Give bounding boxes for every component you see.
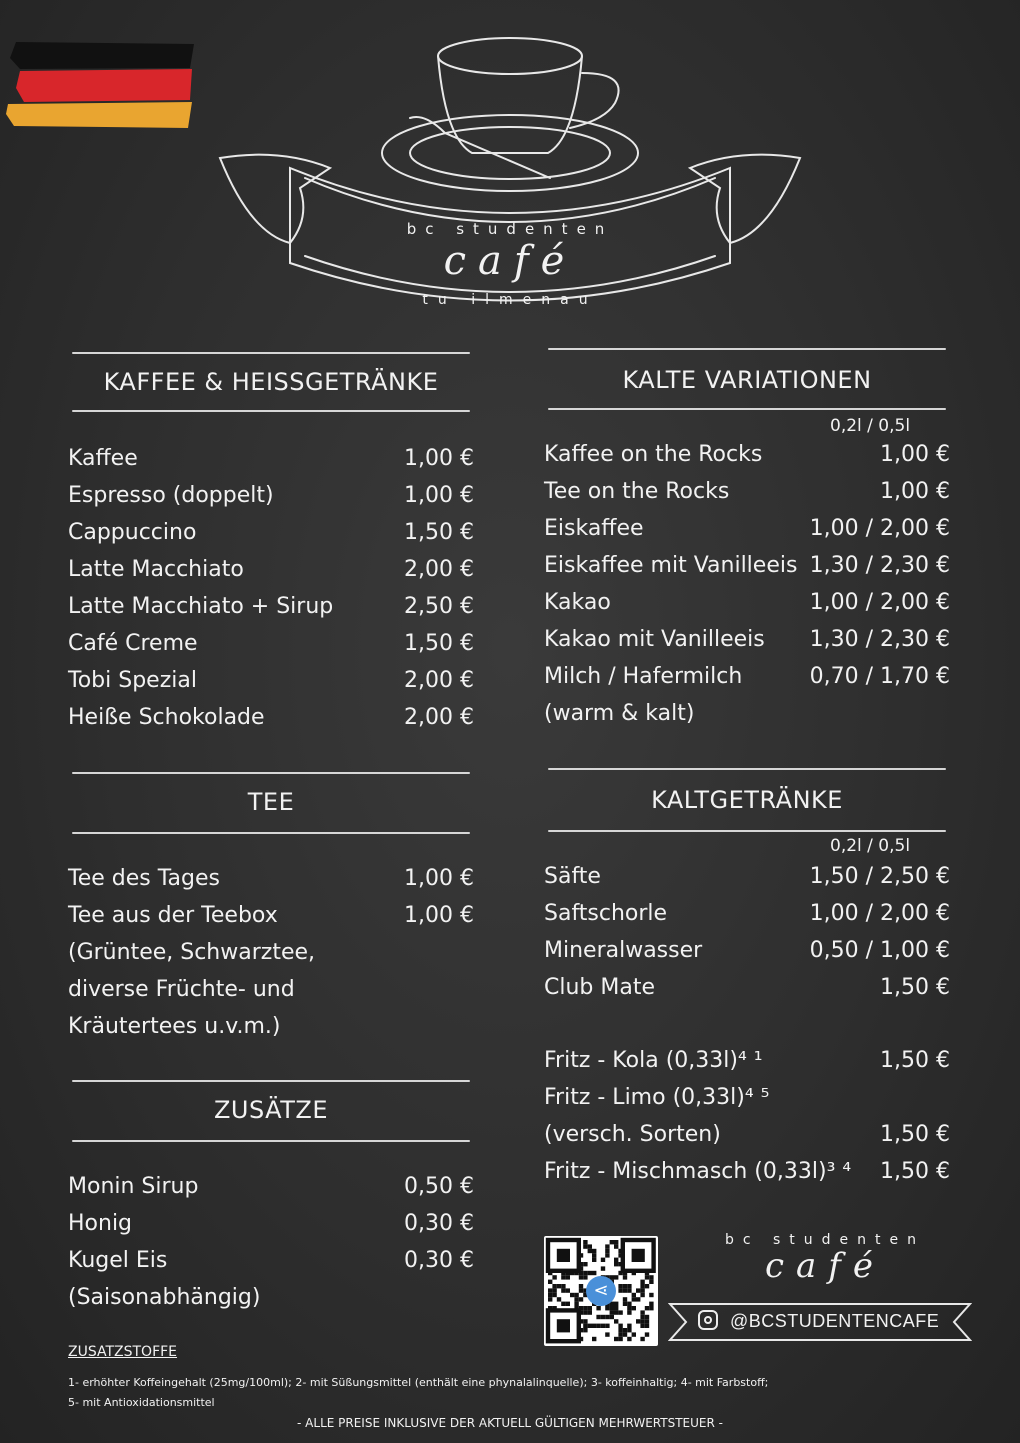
menu-item-name: (Grüntee, Schwarztee,	[68, 940, 316, 965]
social-logo-top: bc studenten	[724, 1232, 926, 1248]
menu-item-price: 1,50 €	[880, 1122, 950, 1147]
divider	[72, 410, 470, 412]
menu-item	[544, 664, 950, 694]
menu-item-price: 1,00 €	[404, 903, 474, 928]
logo-top-text: bc studenten	[406, 220, 614, 238]
divider	[548, 408, 946, 410]
menu-item-name: Tobi Spezial	[68, 668, 197, 693]
menu-item	[544, 1159, 950, 1189]
menu-item-name: Latte Macchiato + Sirup	[68, 594, 334, 619]
menu-item	[68, 631, 474, 661]
instagram-icon	[698, 1310, 718, 1330]
menu-item-price: 1,50 €	[404, 631, 474, 656]
menu-item-price: 0,70 / 1,70 €	[809, 664, 950, 689]
menu-item	[544, 901, 950, 931]
menu-item-price: 1,50 €	[880, 975, 950, 1000]
divider	[548, 348, 946, 350]
instagram-handle: @BCSTUDENTENCAFE	[730, 1311, 940, 1331]
menu-item-price: 2,00 €	[404, 705, 474, 730]
menu-item-name: Fritz - Kola (0,33l)⁴ ¹	[544, 1048, 763, 1073]
menu-item-price: 1,30 / 2,30 €	[809, 553, 950, 578]
menu-item	[544, 627, 950, 657]
menu-item-name: diverse Früchte- und	[68, 977, 295, 1002]
menu-item-name: Milch / Hafermilch	[544, 664, 743, 689]
menu-item-name: Kakao mit Vanilleeis	[544, 627, 765, 652]
menu-item-price: 1,00 €	[880, 479, 950, 504]
menu-item-name: Säfte	[544, 864, 601, 889]
menu-item-name: Fritz - Limo (0,33l)⁴ ⁵	[544, 1085, 770, 1110]
menu-item	[544, 1085, 950, 1115]
section-title-kaffee: KAFFEE & HEISSGETRÄNKE	[103, 368, 439, 396]
logo-bottom-text: tu ilmenau	[422, 292, 598, 308]
menu-item-name: Kugel Eis	[68, 1248, 168, 1273]
divider	[72, 832, 470, 834]
menu-item-name: Eiskaffee mit Vanilleeis	[544, 553, 798, 578]
menu-item-name: (warm & kalt)	[544, 701, 695, 726]
menu-item-name: Kaffee	[68, 446, 138, 471]
menu-item	[68, 668, 474, 698]
menu-item-price: 2,00 €	[404, 557, 474, 582]
menu-item-price: 1,50 €	[880, 1048, 950, 1073]
menu-item-name: Espresso (doppelt)	[68, 483, 274, 508]
menu-item-name: (Saisonabhängig)	[68, 1285, 261, 1310]
menu-item	[544, 701, 950, 731]
menu-item-name: Kräutertees u.v.m.)	[68, 1014, 281, 1039]
menu-item-price: 1,50 €	[880, 1159, 950, 1184]
german-flag-icon	[6, 38, 196, 130]
menu-item	[68, 446, 474, 476]
menu-item-price: 1,00 / 2,00 €	[809, 901, 950, 926]
menu-item-name: Kakao	[544, 590, 611, 615]
menu-item	[68, 866, 474, 896]
divider	[72, 772, 470, 774]
social-logo-main: café	[764, 1246, 886, 1286]
menu-item-name: Saftschorle	[544, 901, 668, 926]
menu-item-price: 1,00 €	[404, 866, 474, 891]
menu-item-price: 1,00 / 2,00 €	[809, 590, 950, 615]
menu-item	[68, 1285, 474, 1315]
menu-item	[544, 1048, 950, 1078]
menu-item	[68, 483, 474, 513]
menu-item-name: Mineralwasser	[544, 938, 703, 963]
menu-item	[68, 977, 474, 1007]
menu-item-price: 1,00 €	[404, 446, 474, 471]
menu-item	[68, 1248, 474, 1278]
menu-item-price: 1,50 / 2,50 €	[809, 864, 950, 889]
divider	[72, 1080, 470, 1082]
menu-item	[544, 864, 950, 894]
menu-item	[544, 442, 950, 472]
menu-item	[544, 516, 950, 546]
qr-code-icon[interactable]	[544, 1236, 658, 1346]
divider	[548, 830, 946, 832]
footnotes-line2: 5- mit Antioxidationsmittel	[68, 1396, 215, 1409]
logo-main-text: café	[443, 238, 577, 284]
menu-item-price: 0,30 €	[404, 1211, 474, 1236]
cafe-logo	[210, 28, 810, 328]
menu-item-name: Tee on the Rocks	[544, 479, 730, 504]
menu-item-price: 1,00 €	[880, 442, 950, 467]
menu-item	[68, 557, 474, 587]
menu-item	[68, 1014, 474, 1044]
divider	[72, 1140, 470, 1142]
menu-item-name: Café Creme	[68, 631, 198, 656]
menu-item-name: (versch. Sorten)	[544, 1122, 721, 1147]
menu-item	[544, 590, 950, 620]
menu-item-price: 0,30 €	[404, 1248, 474, 1273]
divider	[548, 768, 946, 770]
menu-item-price: 1,00 €	[404, 483, 474, 508]
menu-item-price: 1,50 €	[404, 520, 474, 545]
vat-note: - ALLE PREISE INKLUSIVE DER AKTUELL GÜLTIGEN MEHRWERTSTEUER -	[297, 1416, 723, 1430]
menu-item	[68, 705, 474, 735]
menu-item-price: 0,50 €	[404, 1174, 474, 1199]
menu-item	[68, 903, 474, 933]
share-icon: ⋖	[586, 1276, 616, 1306]
menu-item-name: Kaffee on the Rocks	[544, 442, 763, 467]
menu-item	[68, 520, 474, 550]
divider	[72, 352, 470, 354]
menu-item-price: 2,00 €	[404, 668, 474, 693]
menu-item-price: 1,00 / 2,00 €	[809, 516, 950, 541]
menu-item	[68, 940, 474, 970]
menu-item	[544, 938, 950, 968]
menu-item-name: Monin Sirup	[68, 1174, 199, 1199]
menu-item-name: Tee des Tages	[68, 866, 220, 891]
menu-item-price: 1,30 / 2,30 €	[809, 627, 950, 652]
menu-item-name: Honig	[68, 1211, 133, 1236]
instagram-banner[interactable]	[668, 1300, 972, 1344]
menu-item	[544, 553, 950, 583]
menu-item-name: Club Mate	[544, 975, 655, 1000]
menu-item-name: Fritz - Mischmasch (0,33l)³ ⁴	[544, 1159, 852, 1184]
menu-item	[544, 479, 950, 509]
menu-item	[68, 594, 474, 624]
section-title-tee: TEE	[247, 788, 295, 816]
menu-item	[544, 1122, 950, 1152]
footnotes-title: ZUSATZSTOFFE	[68, 1344, 178, 1360]
footnotes-line1: 1- erhöhter Koffeingehalt (25mg/100ml); 2- mit Süßungsmittel (enthält eine phynalalinquelle); 3- koffeinhaltig; 4- mit Farbstoff;	[68, 1376, 769, 1389]
menu-item-name: Latte Macchiato	[68, 557, 244, 582]
section-title-zusaetze: ZUSÄTZE	[213, 1096, 328, 1124]
menu-item	[544, 975, 950, 1005]
menu-item-name: Heiße Schokolade	[68, 705, 265, 730]
menu-item-price: 0,50 / 1,00 €	[809, 938, 950, 963]
menu-item-name: Eiskaffee	[544, 516, 644, 541]
section-title-kaltgetraenke: KALTGETRÄNKE	[651, 786, 843, 814]
size-header-kalte: 0,2l / 0,5l	[830, 416, 911, 436]
menu-item	[68, 1211, 474, 1241]
size-header-kaltgetraenke: 0,2l / 0,5l	[830, 836, 911, 856]
menu-item-name: Cappuccino	[68, 520, 197, 545]
menu-item-name: Tee aus der Teebox	[68, 903, 278, 928]
menu-item	[68, 1174, 474, 1204]
menu-item-price: 2,50 €	[404, 594, 474, 619]
section-title-kalte: KALTE VARIATIONEN	[622, 366, 872, 394]
